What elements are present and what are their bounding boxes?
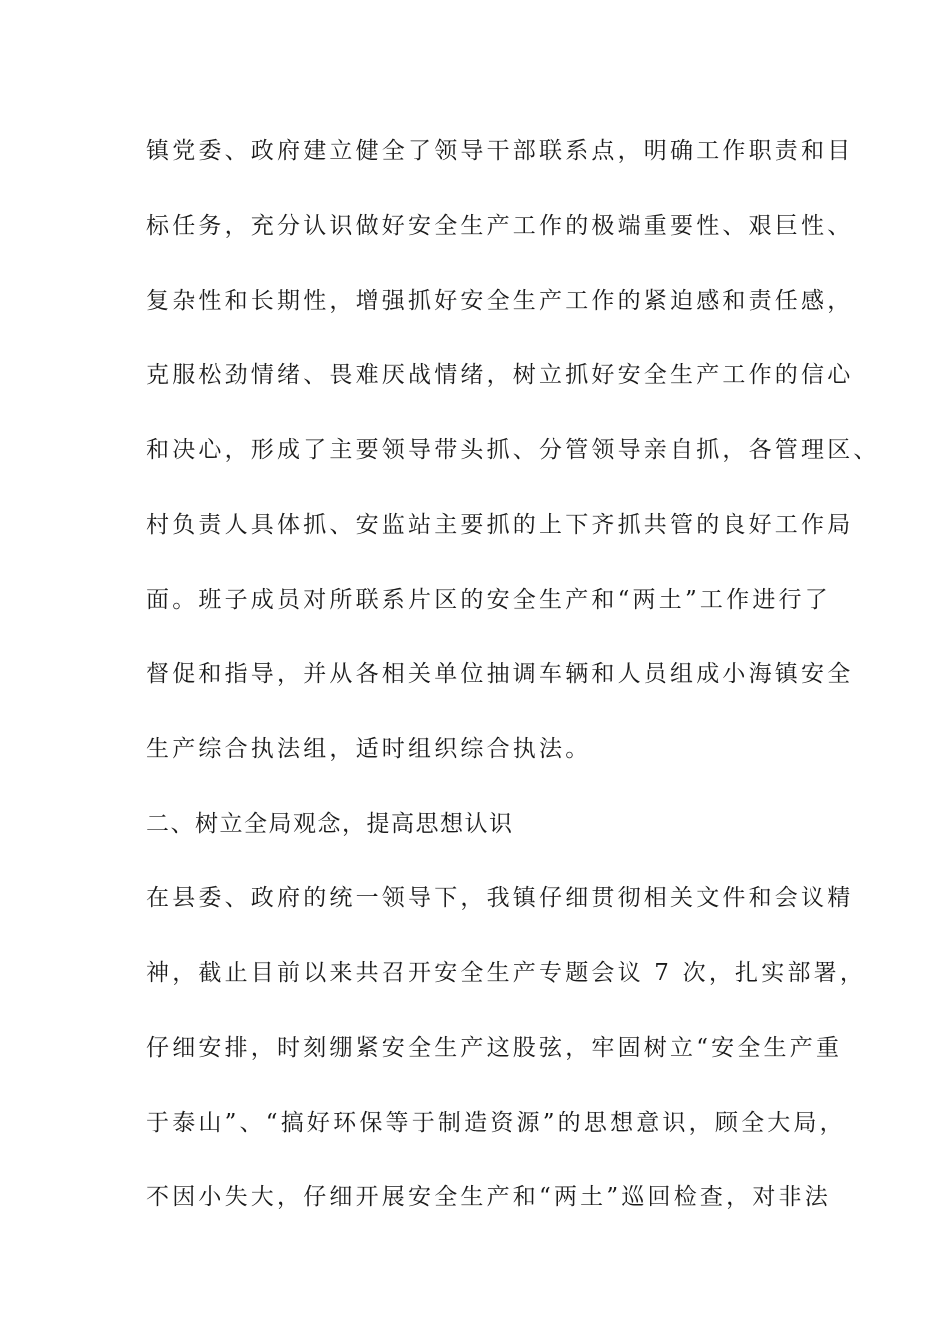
paragraph-line: 生产综合执法组，适时组织综合执法。	[146, 736, 592, 762]
paragraph-line: 神，截止目前以来共召开安全生产专题会议 7 次，扎实部署，	[146, 960, 867, 986]
paragraph-line: 镇党委、政府建立健全了领导干部联系点，明确工作职责和目	[146, 138, 854, 164]
paragraph-line: 复杂性和长期性，增强抓好安全生产工作的紧迫感和责任感，	[146, 288, 854, 314]
paragraph-line: 在县委、政府的统一领导下，我镇仔细贯彻相关文件和会议精	[146, 885, 854, 911]
paragraph-line: 村负责人具体抓、安监站主要抓的上下齐抓共管的良好工作局	[146, 512, 854, 538]
section-heading: 二、树立全局观念，提高思想认识	[146, 811, 514, 837]
paragraph-line: 于泰山”、“搞好环保等于制造资源”的思想意识，顾全大局，	[146, 1110, 846, 1136]
paragraph-line: 不因小失大，仔细开展安全生产和“两土”巡回检查，对非法	[146, 1184, 831, 1210]
paragraph-line: 和决心，形成了主要领导带头抓、分管领导亲自抓，各管理区、	[146, 437, 880, 463]
paragraph-line: 克服松劲情绪、畏难厌战情绪，树立抓好安全生产工作的信心	[146, 362, 854, 388]
paragraph-line: 仔细安排，时刻绷紧安全生产这股弦，牢固树立“安全生产重	[146, 1035, 843, 1061]
paragraph-line: 督促和指导，并从各相关单位抽调车辆和人员组成小海镇安全	[146, 661, 854, 687]
paragraph-line: 面。班子成员对所联系片区的安全生产和“两土”工作进行了	[146, 587, 831, 613]
paragraph-line: 标任务，充分认识做好安全生产工作的极端重要性、艰巨性、	[146, 213, 854, 239]
